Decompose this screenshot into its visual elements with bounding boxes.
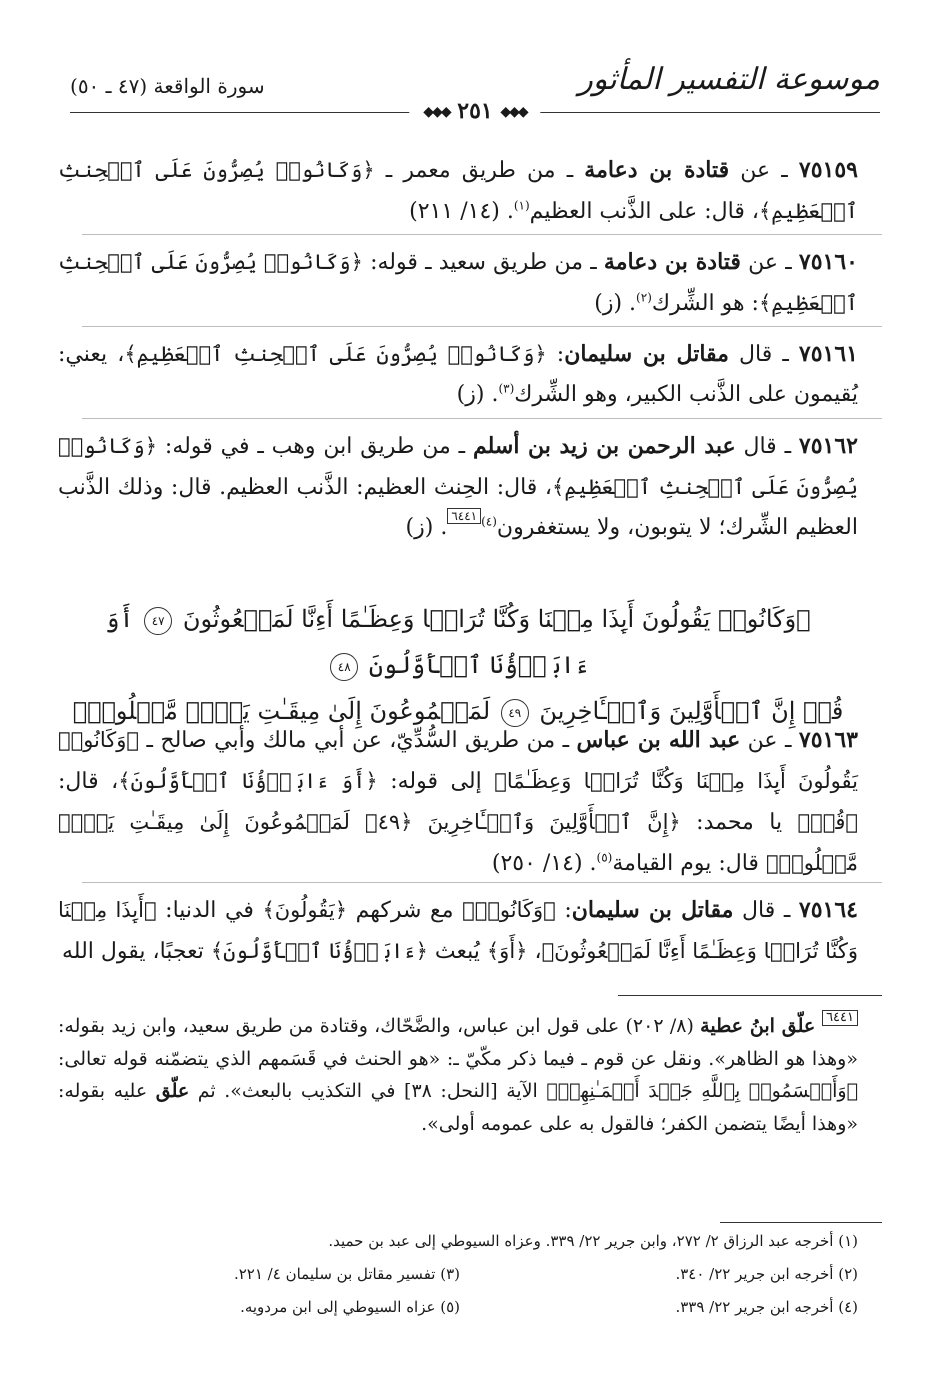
commentary-number-box: ٦٤٤١: [822, 1010, 858, 1026]
footnote-ref: (٤): [481, 514, 497, 529]
narrator: عبد الله بن عباس: [576, 727, 741, 753]
entry-reference: . (ز): [405, 515, 448, 540]
quran-quote: ﴿إِنَّ ٱلۡأَوَّلِینَ وَٱلۡـَٔاخِرِینَ ﴿٤٩﴾ لَمَجۡمُوعُونَ إِلَىٰ مِیقَـٰتِ یَوۡمࣲ مَّعۡلُومࣲ﴾: [58, 810, 858, 875]
commentary-ref-box[interactable]: ٦٤٤١: [447, 508, 481, 524]
footnote: (٤) أخرجه ابن جرير ٢٢/ ٣٣٩.: [675, 1298, 858, 1316]
entry: [58, 150, 858, 232]
aya-marker: ٤٧: [144, 607, 172, 635]
entry-text: إلى قوله:: [377, 769, 495, 794]
page-header: [70, 58, 880, 128]
entry-text: في الدنيا:: [156, 898, 263, 923]
commentary-text: الآية [النحل: ٣٨] في التكذيب بالبعث». ثم: [189, 1080, 547, 1102]
verse-text: لَمَجۡمُوعُونَ إِلَىٰ مِیقَـٰتِ یَوۡمࣲ مَّعۡلُومࣲ﴾: [72, 697, 491, 725]
entry-text: ـ من طريق ابن وهب ـ في قوله:: [157, 434, 473, 459]
entry-reference: . (١٤/ ٢١١): [409, 199, 514, 224]
verse-text: أَوَ ءَابَاۤؤُنَا ٱلۡأَوَّلُونَ: [105, 605, 589, 679]
quran-quote: ﴿وَكَانُوا۟ يَقُولُونَ أَىِٕذَا مِتۡنَا وَكُنَّا تُرَابࣰا وَعِظَـٰمًا﴾: [58, 728, 858, 793]
entry: [58, 334, 858, 415]
quran-quote: ﴿وَكَانُوا۟﴾: [462, 898, 556, 922]
page-number: ٢٥١: [457, 98, 493, 124]
quran-quote: ﴿وَكَانُوا۟ يُصِرُّونَ عَلَى ٱلۡحِنثِ ٱلۡعَظِيمِ﴾: [58, 250, 858, 315]
entry: [58, 242, 858, 324]
narrator: عبد الرحمن بن زيد بن أسلم: [473, 433, 736, 459]
aya-marker: ٤٨: [330, 653, 358, 681]
entry-text: :: [546, 342, 565, 367]
commentary-author: ابنُ عطية: [700, 1015, 775, 1037]
entry-number: ٧٥١٦٤: [798, 897, 858, 923]
commentary-verb: علّق: [155, 1080, 190, 1102]
entry-text: ـ من طريق سعيد ـ قوله:: [362, 250, 604, 275]
quran-quote: ﴿وَكَانُوا۟ يُصِرُّونَ عَلَى ٱلۡحِنثِ ٱلۡعَظِيمِ﴾: [58, 434, 859, 499]
quran-quote: ﴿أَىِٕذَا مِتۡنَا وَكُنَّا تُرَابࣰا وَعِظَـٰمًا أَءِنَّا لَمَبۡعُوثُونَ﴾: [58, 898, 858, 963]
separator: [82, 418, 882, 419]
surah-range: سورة الواقعة (٤٧ ـ ٥٠): [70, 74, 265, 98]
entry-text: ، قال: الحِنث العظيم: الذَّنب العظيم. قال: وذلك الذَّنب العظيم الشِّرك؛ لا يتوبون، ولا يستغفرون: [58, 475, 858, 540]
entry-text: ، قال: على الذَّنب العظيم: [529, 199, 759, 224]
entry-reference: . (ز): [594, 291, 637, 316]
footnote-ref: (٢): [636, 290, 652, 305]
entry-text: قال: يوم القيامة: [612, 851, 766, 876]
page-number-wrap: [409, 98, 540, 124]
footnote-ref: (١): [513, 198, 530, 213]
quran-quote: ﴿وَكَانُوا۟ يُصِرُّونَ عَلَى ٱلۡحِنثِ ٱلۡعَظِيمِ﴾: [58, 158, 858, 223]
commentary-text: عليه بقوله: «وهذا أيضًا يتضمن الكفر؛ فالقول به على عمومه أولى».: [58, 1080, 858, 1135]
entry-text: ـ قال: [728, 342, 799, 367]
aya-marker: ٤٩: [501, 699, 529, 727]
footnote: (٥) عزاه السيوطي إلى ابن مردويه.: [240, 1298, 460, 1316]
footnote-ref: (٣): [498, 381, 515, 396]
entry-text: مع شركهم: [347, 898, 463, 923]
entry-text: ـ عن: [740, 250, 799, 275]
quran-quote: ﴿يَقُولُونَ﴾: [262, 898, 348, 922]
entry-text: ، يعني: يُقيمون على الذَّنب الكبير، وهو الشِّرك: [58, 342, 858, 407]
commentary-block: [58, 1010, 858, 1140]
commentary-rule: [618, 995, 882, 996]
verse-text: ﴿وَكَانُوا۟ يَقُولُونَ أَىِٕذَا مِتۡنَا وَكُنَّا تُرَابࣰا وَعِظَـٰمًا أَءِنَّا لَمَبۡعُوثُونَ: [182, 605, 811, 633]
narrator: مقاتل بن سليمان: [571, 897, 734, 923]
commentary-text: (٨/ ٢٠٢) على قول ابن عباس، والضَّحّاك، وقتادة من طريق سعيد، وابن زيد بقوله: «وهذا هو الظاهر». ونقل عن قوم ـ فيما ذكر مكّيّ ـ: «هو الحنث في قَسَمهم الذي يتضمّنه قوله تعالى:: [58, 1015, 858, 1070]
verse-block: [58, 596, 858, 734]
quran-quote: ﴿أَوَ ءَابَاۤؤُنَا ٱلۡأَوَّلُونَ﴾: [118, 769, 378, 793]
entry-text: ـ عن: [729, 158, 799, 183]
footnotes-rule: [720, 1222, 882, 1223]
entry-number: ٧٥١٦١: [798, 341, 858, 367]
ornament-icon: ◆◆◆: [500, 104, 527, 120]
entry-text: ـ من طريق السُّدِّيّ، عن أبي مالك وأبي صالح ـ: [139, 728, 577, 753]
entry-text: يُبعث: [427, 939, 487, 964]
entry-text: يا محمد:: [680, 810, 798, 835]
separator: [82, 234, 882, 235]
entry-text: ـ قال: [735, 434, 799, 459]
verse-text: قُلۡ إِنَّ ٱلۡأَوَّلِینَ وَٱلۡـَٔاخِرِینَ: [539, 697, 844, 725]
narrator: مقاتل بن سليمان: [564, 341, 729, 367]
book-title: موسوعة التفسير المأثور: [578, 62, 880, 97]
narrator: قتادة بن دعامة: [603, 249, 741, 275]
entry-number: ٧٥١٦٠: [798, 249, 858, 275]
entry-text: تعجبًا، يقول الله: [62, 939, 211, 964]
quran-quote: ﴿وَأَقۡسَمُوا۟ بِٱللَّهِ جَهۡدَ أَیۡمَـٰنِهِمۡ﴾: [546, 1080, 859, 1102]
entry: [58, 426, 858, 548]
separator: [82, 326, 882, 327]
verse-line: [58, 596, 858, 688]
footnote: (٢) أخرجه ابن جرير ٢٢/ ٣٤٠.: [675, 1265, 858, 1283]
footnote: (٣) تفسير مقاتل بن سليمان ٤/ ٢٢١.: [233, 1265, 460, 1283]
quran-quote: ﴿أَوَ﴾: [486, 939, 528, 963]
separator: [82, 882, 882, 883]
entry-number: ٧٥١٦٢: [798, 433, 858, 459]
entry-text: ، قال:: [58, 769, 119, 794]
commentary-verb: علّق: [774, 1015, 823, 1037]
entry-text: ـ عن: [740, 728, 799, 753]
entry-text: ،: [527, 939, 542, 964]
entry: [58, 720, 858, 884]
entry-text: :: [555, 898, 572, 923]
quran-quote: ﴿قُلۡ﴾: [797, 810, 858, 834]
quran-quote: ﴿ءَابَاۤؤُنَا ٱلۡأَوَّلُونَ﴾: [210, 939, 428, 963]
entry-reference: . (١٤/ ٢٥٠): [491, 851, 597, 876]
ornament-icon: ◆◆◆: [423, 104, 450, 120]
entry-text: ـ من طريق معمر ـ: [374, 158, 585, 183]
narrator: قتادة بن دعامة: [584, 157, 730, 183]
entry: [58, 890, 858, 972]
entry-reference: . (ز): [456, 382, 499, 407]
footnote: (١) أخرجه عبد الرزاق ٢/ ٢٧٢، وابن جرير ٢٢/ ٣٣٩. وعزاه السيوطي إلى عبد بن حميد.: [328, 1232, 858, 1250]
entry-number: ٧٥١٥٩: [798, 157, 858, 183]
entry-text: : هو الشِّرك: [651, 291, 759, 316]
footnote-ref: (٥): [596, 850, 613, 865]
entry-number: ٧٥١٦٣: [798, 727, 858, 753]
entry-text: ـ قال: [733, 898, 799, 923]
quran-quote: ﴿وَكَانُوا۟ يُصِرُّونَ عَلَى ٱلۡحِنثِ ٱلۡعَظِيمِ﴾: [124, 342, 547, 366]
